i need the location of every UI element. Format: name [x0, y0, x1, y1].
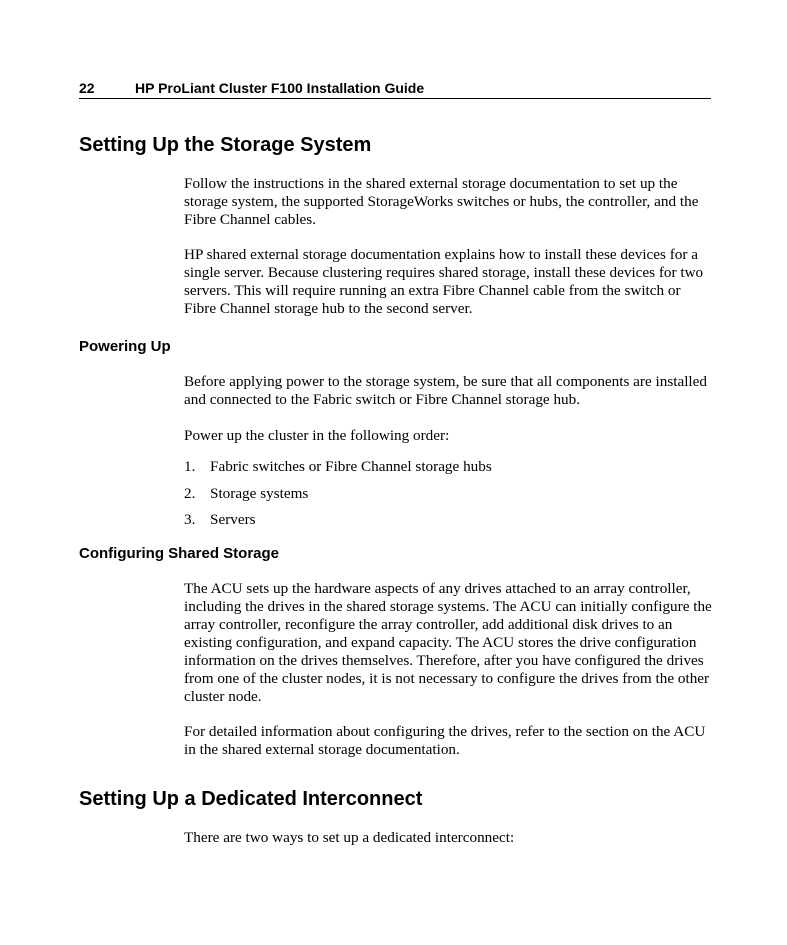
- power-up-order-list: [184, 458, 704, 538]
- page-number: 22: [79, 80, 95, 96]
- paragraph-storage-setup: Follow the instructions in the shared external storage documentation to set up the storage system, the supported StorageWorks switches or hubs, the controller, and the Fibre Channel cables.: [184, 175, 699, 228]
- paragraph-interconnect-intro: There are two ways to set up a dedicated interconnect:: [184, 829, 515, 846]
- paragraph-acu-reference: For detailed information about configuring the drives, refer to the section on the ACU in the shared external storage documentation.: [184, 723, 706, 758]
- list-item-number: 1.: [184, 458, 196, 475]
- list-item: [184, 458, 704, 476]
- paragraph-power-precaution: Before applying power to the storage system, be sure that all components are installed and connected to the Fabric switch or Fibre Channel storage hub.: [184, 373, 707, 408]
- document-title: HP ProLiant Cluster F100 Installation Guide: [135, 80, 425, 96]
- heading-powering-up: Powering Up: [79, 338, 171, 355]
- heading-storage-system: Setting Up the Storage System: [79, 134, 372, 156]
- list-item-number: 2.: [184, 484, 196, 502]
- list-item-text: Storage systems: [210, 484, 309, 502]
- paragraph-storage-devices: HP shared external storage documentation explains how to install these devices for a single server. Because clustering requires shared storage, install these devices for two servers. This will require running an extra Fibre Channel cable from the switch or Fibre Channel storage hub to the second server.: [184, 246, 704, 317]
- paragraph-power-order: Power up the cluster in the following order:: [184, 427, 450, 444]
- running-header: [79, 79, 711, 99]
- paragraph-acu-description: The ACU sets up the hardware aspects of any drives attached to an array controller, including the drives in the shared storage systems. The ACU can initially configure the array controller, reconfigure the array controller, add additional disk drives to an existing configuration, and expand capacity. The ACU stores the drive configuration information on the drives themselves. Therefore, after you have configured the drives from one of the cluster nodes, it is not necessary to configure the drives from the other cluster node.: [184, 580, 712, 705]
- list-item-number: 3.: [184, 511, 196, 528]
- list-item-text: Servers: [210, 511, 256, 528]
- heading-configuring-shared-storage: Configuring Shared Storage: [79, 545, 280, 562]
- heading-dedicated-interconnect: Setting Up a Dedicated Interconnect: [79, 788, 423, 810]
- list-item: [184, 511, 704, 529]
- list-item: [184, 485, 704, 503]
- list-item-text: Fabric switches or Fibre Channel storage hubs: [210, 458, 492, 475]
